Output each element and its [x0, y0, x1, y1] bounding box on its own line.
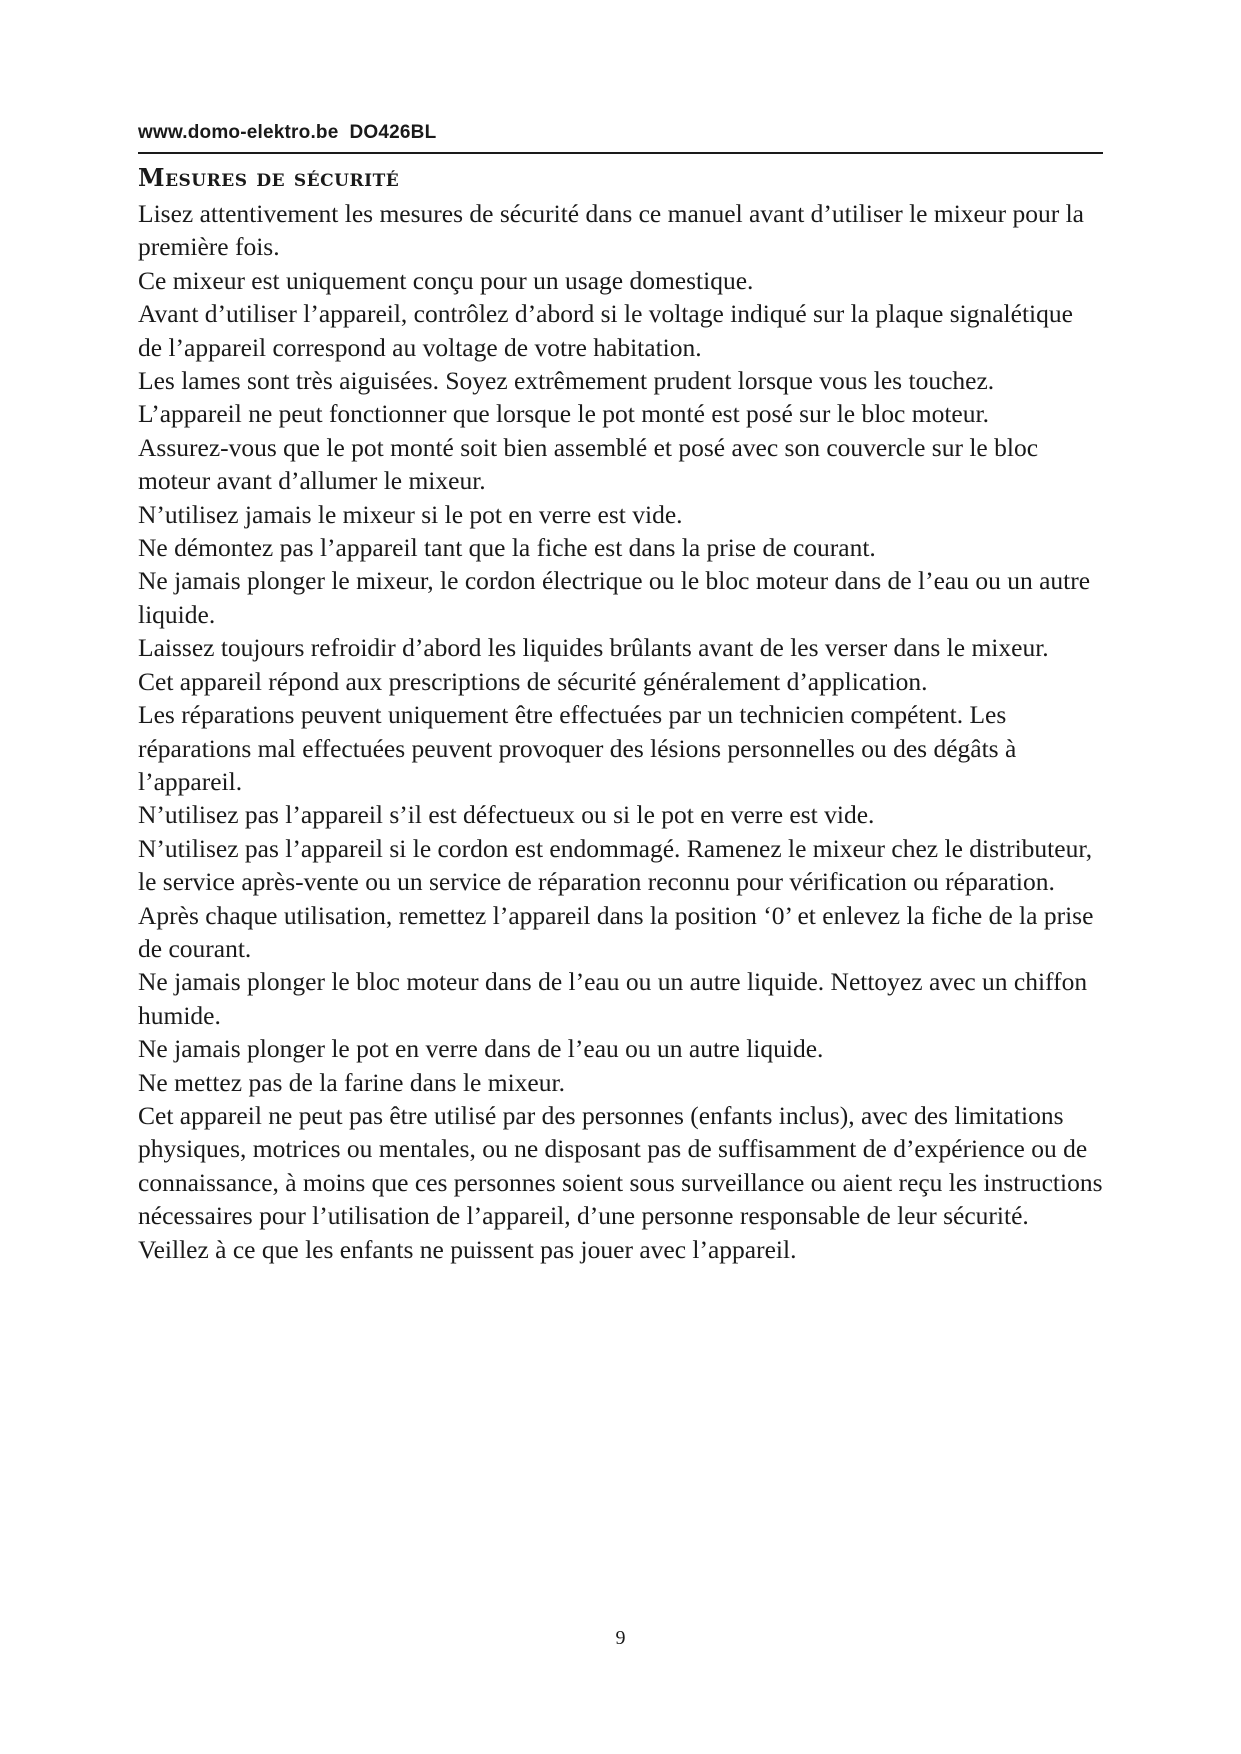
paragraph: Avant d’utiliser l’appareil, contrôlez d’abord si le voltage indiqué sur la plaque signalétique de l’appareil correspond au voltage de votre habitation. — [138, 299, 1073, 362]
section-title: Mesures de sécurité — [138, 163, 400, 192]
paragraph: N’utilisez pas l’appareil s’il est défectueux ou si le pot en verre est vide. — [138, 800, 875, 830]
paragraph: Laissez toujours refroidir d’abord les liquides brûlants avant de les verser dans le mixeur. — [138, 633, 1049, 663]
paragraph: Après chaque utilisation, remettez l’appareil dans la position ‘0’ et enlevez la fiche de la prise de courant. — [138, 900, 1094, 963]
paragraph: Assurez-vous que le pot monté soit bien assemblé et posé avec son couvercle sur le bloc moteur avant d’allumer le mixeur. — [138, 432, 1039, 496]
header-site: www.domo-elektro.be — [138, 122, 339, 143]
paragraph: Cet appareil répond aux prescriptions de sécurité généralement d’application. — [138, 666, 928, 696]
paragraph: Ne démontez pas l’appareil tant que la fiche est dans la prise de courant. — [138, 533, 876, 563]
paragraph: Les réparations peuvent uniquement être effectuées par un technicien compétent. Les réparations mal effectuées peuvent provoquer des lésions personnelles ou des dégâts à l’appareil. — [138, 700, 1017, 796]
paragraph: Ne jamais plonger le bloc moteur dans de l’eau ou un autre liquide. Nettoyez avec un chiffon humide. — [138, 967, 1088, 1030]
header-line — [138, 122, 436, 144]
header-model: DO426BL — [349, 122, 437, 143]
paragraph: Ce mixeur est uniquement conçu pour un usage domestique. — [138, 265, 754, 295]
paragraph: Ne jamais plonger le mixeur, le cordon électrique ou le bloc moteur dans de l’eau ou un autre liquide. — [138, 566, 1091, 629]
paragraph: N’utilisez jamais le mixeur si le pot en verre est vide. — [138, 499, 683, 529]
paragraph: Ne jamais plonger le pot en verre dans de l’eau ou un autre liquide. — [138, 1034, 824, 1064]
page-number: 9 — [615, 1627, 626, 1649]
paragraph: Veillez à ce que les enfants ne puissent pas jouer avec l’appareil. — [138, 1234, 797, 1264]
page-header — [138, 120, 1103, 154]
paragraph: Les lames sont très aiguisées. Soyez extrêmement prudent lorsque vous les touchez. — [138, 366, 995, 396]
paragraph: L’appareil ne peut fonctionner que lorsque le pot monté est posé sur le bloc moteur. — [138, 399, 989, 429]
safety-instructions — [138, 197, 1103, 1266]
paragraph: Cet appareil ne peut pas être utilisé par des personnes (enfants inclus), avec des limitations physiques, motrices ou mentales, ou ne disposant pas de suffisamment de d’expérience ou de connaissance, à moins que ces personnes soient sous surveillance ou aient reçu les instructions nécessaires pour l’utilisation de l’appareil, d’une personne responsable de leur sécurité. — [138, 1100, 1103, 1231]
paragraph: Lisez attentivement les mesures de sécurité dans ce manuel avant d’utiliser le mixeur pour la première fois. — [138, 199, 1084, 262]
paragraph: Ne mettez pas de la farine dans le mixeur. — [138, 1067, 565, 1097]
paragraph: N’utilisez pas l’appareil si le cordon est endommagé. Ramenez le mixeur chez le distributeur, le service après-vente ou un service de réparation reconnu pour vérification ou réparation. — [138, 833, 1093, 897]
